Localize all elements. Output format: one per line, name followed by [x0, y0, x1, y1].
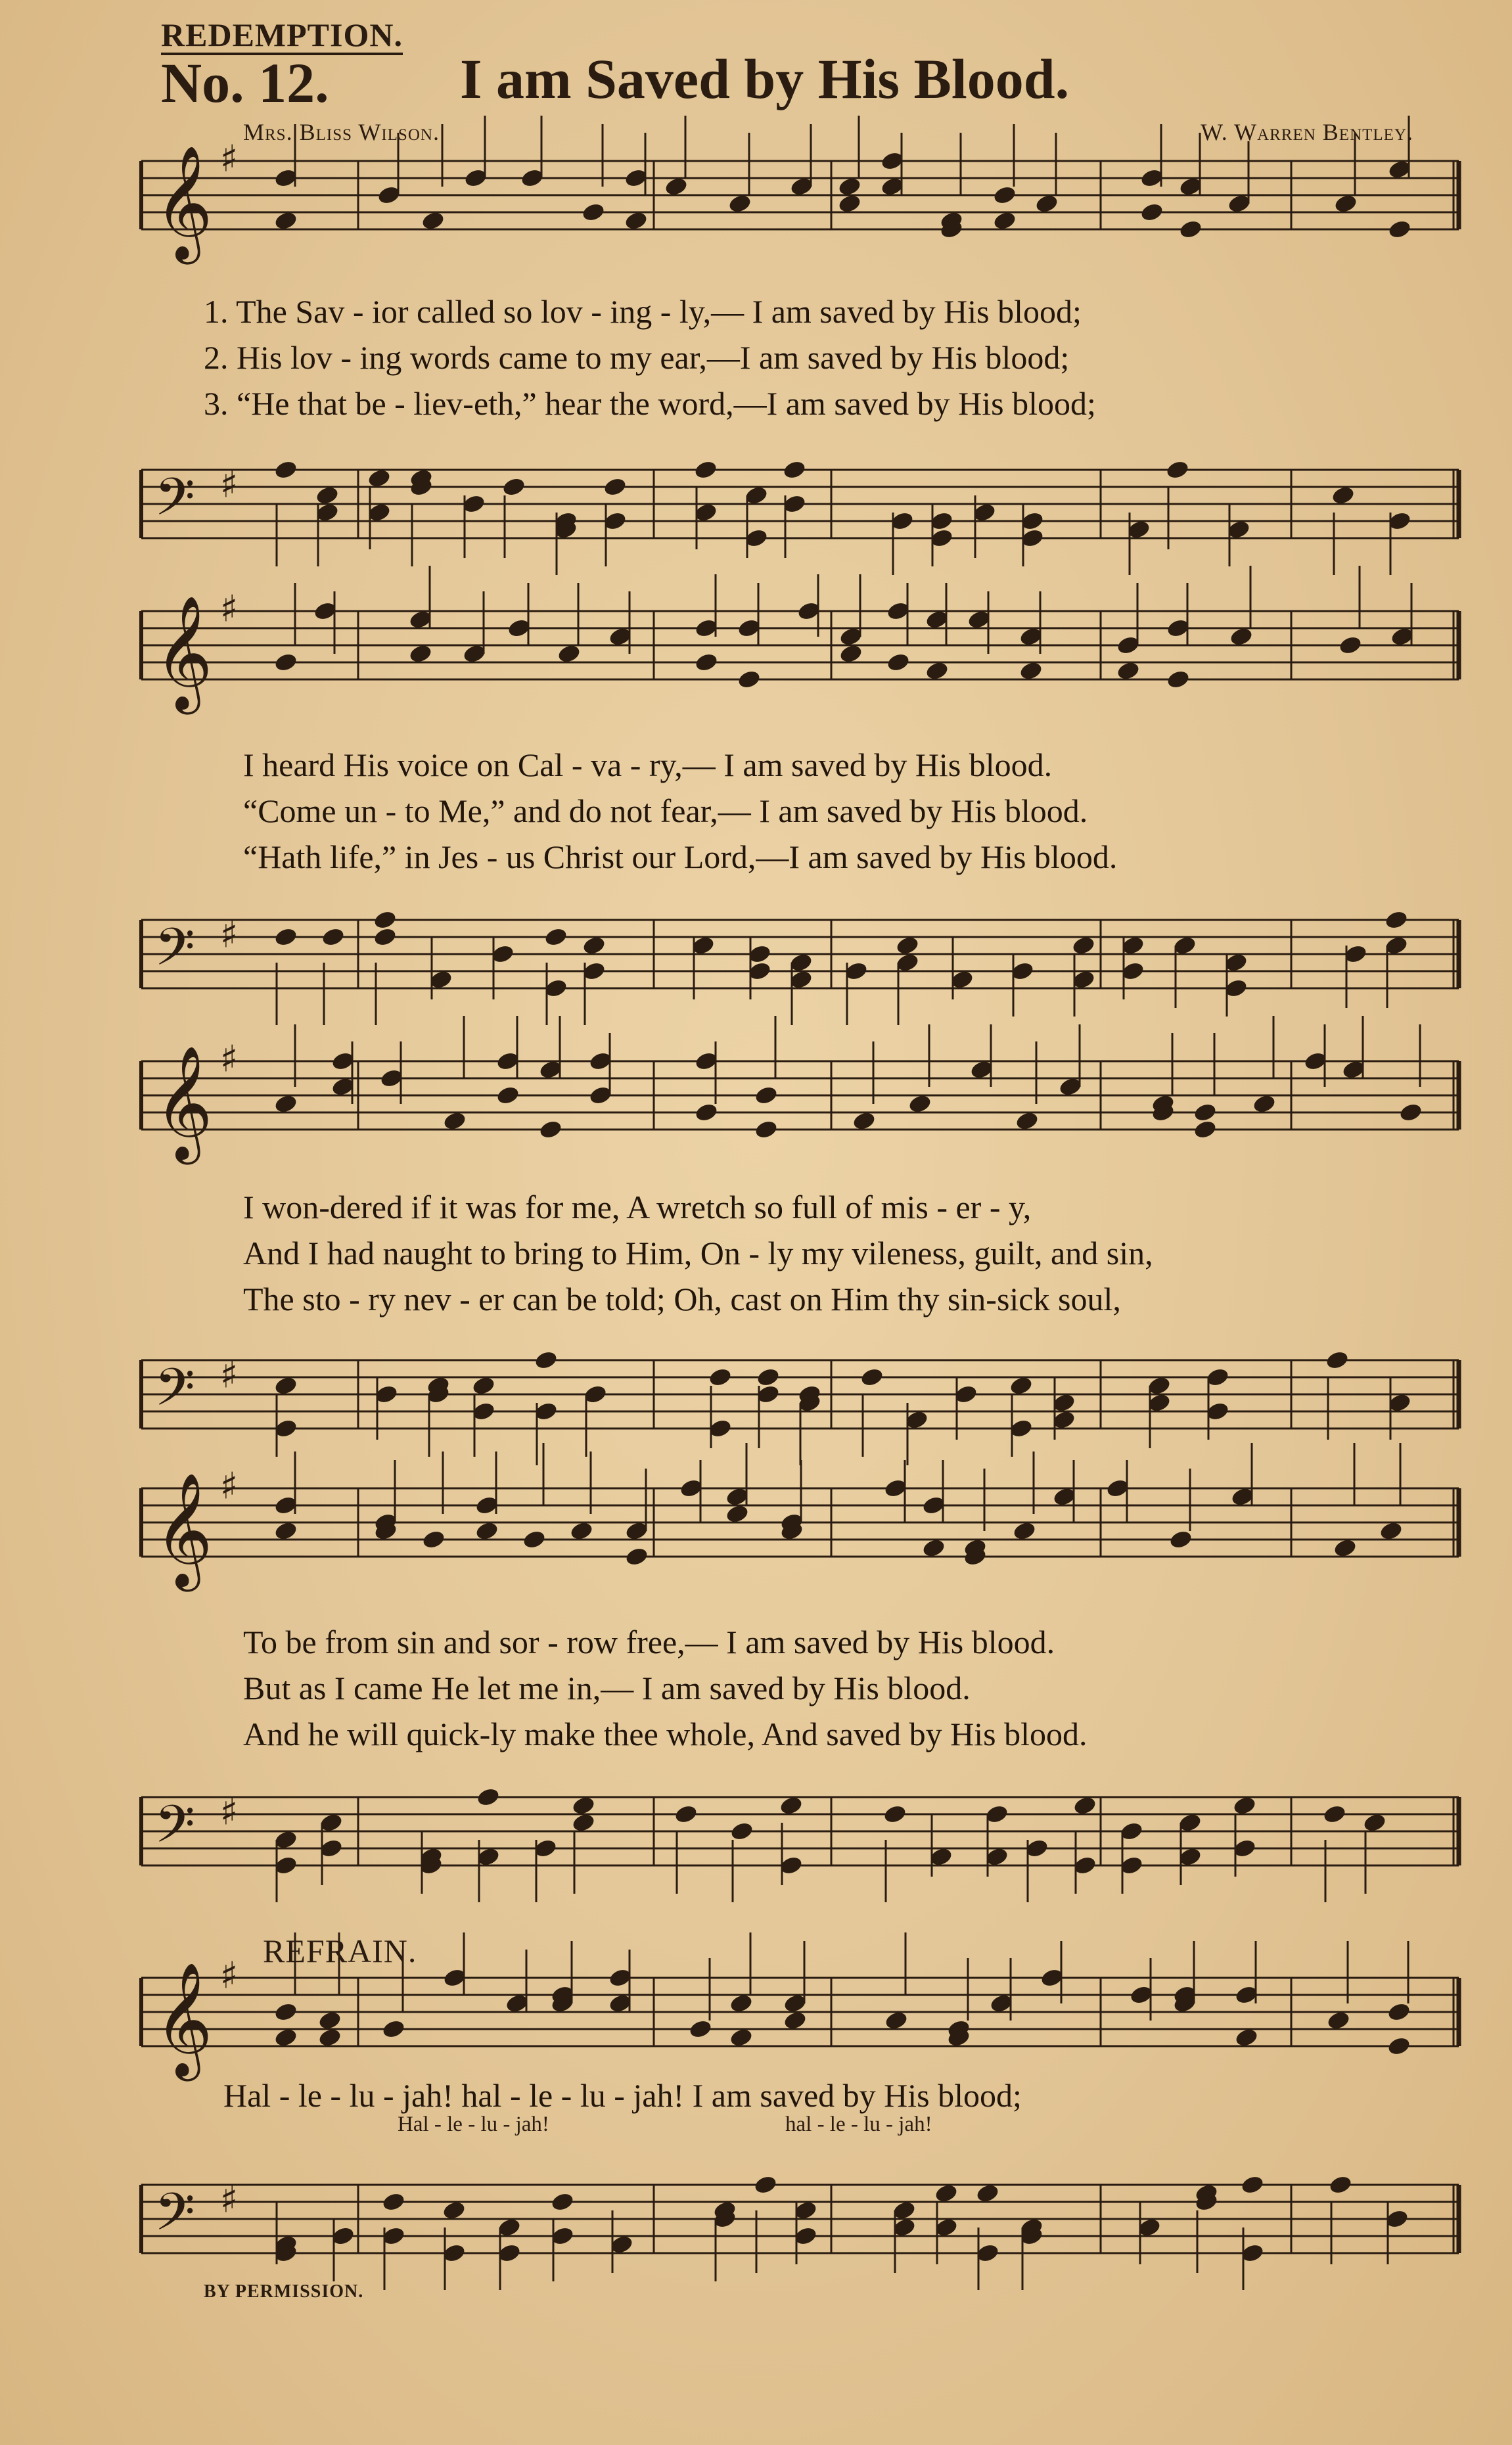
- verse-1-line-4: To be from sin and sor - row free,— I am saved by His blood.: [243, 1624, 1055, 1660]
- note-head-icon: [1012, 1520, 1037, 1542]
- note-head-icon: [569, 1520, 594, 1542]
- bass-staff-lines: [141, 1771, 1459, 1944]
- verse-1-line-1: 1. The Sav - ior called so lov - ing - ly,— I am saved by His blood;: [204, 293, 1082, 330]
- note-head-icon: [1232, 1795, 1257, 1816]
- bass-clef-icon: 𝄢: [154, 1357, 195, 1430]
- note-head-icon: [664, 176, 689, 197]
- note-head-icon: [852, 1110, 877, 1131]
- note-head-icon: [1379, 1520, 1404, 1542]
- note-head-icon: [838, 643, 863, 664]
- note-head-icon: [1240, 2174, 1265, 2195]
- note-head-icon: [421, 1529, 446, 1550]
- note-head-icon: [708, 1367, 733, 1388]
- note-head-icon: [1384, 909, 1409, 930]
- hymn-number: No. 12.: [161, 51, 329, 114]
- note-head-icon: [538, 1119, 563, 1140]
- note-head-icon: [273, 926, 298, 948]
- note-head-icon: [1009, 1375, 1034, 1396]
- note-head-icon: [1019, 660, 1043, 681]
- note-head-icon: [895, 935, 920, 956]
- note-head-icon: [317, 2010, 342, 2031]
- sharp-icon: ♯: [220, 1954, 239, 1998]
- verse-3-line-1: 3. “He that be - liev-eth,” hear the word,—I am saved by His blood;: [204, 385, 1096, 422]
- note-head-icon: [557, 643, 582, 664]
- note-head-icon: [273, 459, 298, 480]
- note-head-icon: [992, 185, 1017, 206]
- note-head-icon: [779, 1795, 804, 1816]
- note-head-icon: [373, 926, 398, 948]
- bass-clef-icon: 𝄢: [154, 2182, 195, 2255]
- note-head-icon: [882, 1804, 907, 1825]
- sharp-icon: ♯: [220, 1354, 239, 1397]
- note-head-icon: [782, 459, 807, 480]
- note-head-icon: [688, 2019, 713, 2040]
- note-head-icon: [693, 459, 718, 480]
- note-head-icon: [729, 1821, 754, 1842]
- sharp-icon: ♯: [220, 137, 239, 181]
- note-head-icon: [1166, 669, 1191, 690]
- treble-staff-lines: [141, 1462, 1459, 1635]
- note-head-icon: [581, 202, 606, 223]
- note-head-icon: [756, 1367, 781, 1388]
- treble-staff-lines: [141, 1035, 1459, 1208]
- verse-2-line-3: And I had naught to bring to Him, On - ly my vileness, guilt, and sin,: [243, 1235, 1153, 1271]
- note-head-icon: [1178, 219, 1203, 240]
- note-head-icon: [1326, 2010, 1351, 2031]
- sharp-icon: ♯: [220, 2178, 239, 2222]
- note-head-icon: [1338, 635, 1363, 656]
- note-head-icon: [1116, 660, 1141, 681]
- note-head-icon: [1139, 202, 1164, 223]
- note-head-icon: [474, 1520, 499, 1542]
- verse-2-line-4: But as I came He let me in,— I am saved by His blood.: [243, 1670, 971, 1706]
- note-head-icon: [674, 1804, 699, 1825]
- note-head-icon: [725, 1503, 750, 1524]
- note-head-icon: [1034, 193, 1059, 214]
- note-head-icon: [837, 193, 862, 214]
- treble-clef-icon: 𝄞: [154, 595, 213, 710]
- note-head-icon: [381, 2019, 406, 2040]
- permission-note: BY PERMISSION.: [204, 2281, 364, 2302]
- note-head-icon: [321, 926, 346, 948]
- note-head-icon: [1015, 1110, 1040, 1131]
- bass-clef-icon: 𝄢: [154, 467, 195, 540]
- sharp-icon: ♯: [220, 913, 239, 957]
- note-head-icon: [442, 2200, 467, 2221]
- note-head-icon: [273, 1520, 298, 1542]
- note-head-icon: [315, 485, 340, 506]
- note-head-icon: [934, 2183, 959, 2204]
- note-head-icon: [754, 1085, 779, 1106]
- refrain-bass-echo-1: Hal - le - lu - jah!: [398, 2113, 549, 2136]
- treble-staff-lines: [141, 585, 1459, 758]
- sharp-icon: ♯: [220, 1038, 239, 1081]
- note-head-icon: [603, 476, 628, 497]
- note-head-icon: [925, 660, 950, 681]
- sharp-icon: ♯: [220, 587, 239, 631]
- note-head-icon: [381, 2191, 406, 2212]
- note-head-icon: [273, 210, 298, 231]
- note-head-icon: [1398, 1102, 1423, 1123]
- verse-3-line-4: And he will quick-ly make thee whole, And saved by His blood.: [243, 1716, 1088, 1752]
- note-head-icon: [471, 1375, 496, 1396]
- note-head-icon: [737, 669, 762, 690]
- refrain-lyric: Hal - le - lu - jah! hal - le - lu - jah! I am saved by His blood;: [223, 2077, 1022, 2114]
- note-head-icon: [859, 1367, 884, 1388]
- bass-clef-icon: 𝄢: [154, 1794, 195, 1867]
- note-head-icon: [1386, 2036, 1411, 2057]
- note-head-icon: [273, 1375, 298, 1396]
- note-head-icon: [522, 1529, 547, 1550]
- note-head-icon: [273, 1093, 298, 1114]
- note-head-icon: [501, 476, 526, 497]
- note-head-icon: [694, 652, 719, 673]
- note-head-icon: [1168, 1529, 1193, 1550]
- sharp-icon: ♯: [220, 1791, 239, 1834]
- note-head-icon: [886, 652, 911, 673]
- section-heading: REDEMPTION.: [161, 17, 403, 55]
- author-credit: Mrs. Bliss Wilson.: [243, 119, 440, 145]
- note-head-icon: [571, 1795, 596, 1816]
- sharp-icon: ♯: [220, 463, 239, 507]
- note-head-icon: [367, 468, 392, 489]
- sharp-icon: ♯: [220, 1465, 239, 1508]
- note-head-icon: [273, 2001, 298, 2022]
- note-head-icon: [884, 2010, 909, 2031]
- note-head-icon: [1229, 626, 1254, 647]
- refrain-label: REFRAIN.: [263, 1932, 417, 1969]
- verse-2-line-2: “Come un - to Me,” and do not fear,— I am saved by His blood.: [243, 792, 1088, 829]
- treble-staff-lines: [141, 135, 1459, 308]
- verse-3-line-2: “Hath life,” in Jes - us Christ our Lord,—I am saved by His blood.: [243, 838, 1118, 875]
- verse-2-line-1: 2. His lov - ing words came to my ear,—I am saved by His blood;: [204, 339, 1070, 376]
- note-head-icon: [783, 2010, 808, 2031]
- note-head-icon: [624, 210, 649, 231]
- note-head-icon: [1071, 935, 1096, 956]
- note-head-icon: [1387, 219, 1412, 240]
- note-head-icon: [727, 193, 752, 214]
- note-head-icon: [1193, 1119, 1218, 1140]
- note-head-icon: [729, 2027, 754, 2048]
- verse-1-line-3: I won-dered if it was for me, A wretch so full of mis - er - y,: [243, 1189, 1032, 1225]
- note-head-icon: [421, 210, 446, 231]
- note-head-icon: [624, 1546, 649, 1567]
- verse-3-line-3: The sto - ry nev - er can be told; Oh, cast on Him thy sin-sick soul,: [243, 1281, 1121, 1317]
- note-head-icon: [1331, 485, 1356, 506]
- hymn-title: I am Saved by His Blood.: [460, 47, 1070, 110]
- note-head-icon: [273, 652, 298, 673]
- note-head-icon: [754, 1119, 779, 1140]
- note-head-icon: [317, 2027, 342, 2048]
- note-head-icon: [373, 909, 398, 930]
- note-head-icon: [571, 1812, 596, 1833]
- composer-credit: W. Warren Bentley.: [1201, 119, 1413, 145]
- treble-clef-icon: 𝄞: [154, 1962, 213, 2076]
- treble-clef-icon: 𝄞: [154, 145, 213, 260]
- note-head-icon: [753, 2174, 778, 2195]
- treble-clef-icon: 𝄞: [154, 1045, 213, 1160]
- note-head-icon: [694, 1102, 719, 1123]
- note-head-icon: [273, 2027, 298, 2048]
- note-head-icon: [1333, 1538, 1358, 1559]
- note-head-icon: [1072, 1795, 1097, 1816]
- note-head-icon: [992, 210, 1017, 231]
- note-head-icon: [1165, 459, 1190, 480]
- note-head-icon: [495, 1085, 520, 1106]
- note-head-icon: [1193, 1102, 1218, 1123]
- note-head-icon: [1333, 193, 1358, 214]
- note-head-icon: [408, 643, 433, 664]
- note-head-icon: [729, 1993, 754, 2014]
- note-head-icon: [837, 176, 862, 197]
- verse-1-line-2: I heard His voice on Cal - va - ry,— I am saved by His blood.: [243, 746, 1053, 783]
- bass-clef-icon: 𝄢: [154, 917, 195, 990]
- note-head-icon: [1252, 1093, 1277, 1114]
- note-head-icon: [1386, 2001, 1411, 2022]
- note-head-icon: [1362, 1812, 1387, 1833]
- note-head-icon: [1322, 1804, 1347, 1825]
- note-head-icon: [534, 1350, 559, 1371]
- note-head-icon: [1234, 2027, 1259, 2048]
- note-head-icon: [1325, 1350, 1350, 1371]
- note-head-icon: [907, 1093, 932, 1114]
- note-head-icon: [476, 1787, 501, 1808]
- refrain-bass-echo-2: hal - le - lu - jah!: [785, 2113, 932, 2136]
- note-head-icon: [1328, 2174, 1353, 2195]
- note-head-icon: [582, 935, 607, 956]
- note-head-icon: [921, 1538, 946, 1559]
- note-head-icon: [543, 926, 568, 948]
- note-head-icon: [975, 2183, 1000, 2204]
- note-head-icon: [550, 2191, 575, 2212]
- treble-clef-icon: 𝄞: [154, 1473, 213, 1587]
- note-head-icon: [442, 1110, 467, 1131]
- bass-staff-lines: [141, 2159, 1459, 2332]
